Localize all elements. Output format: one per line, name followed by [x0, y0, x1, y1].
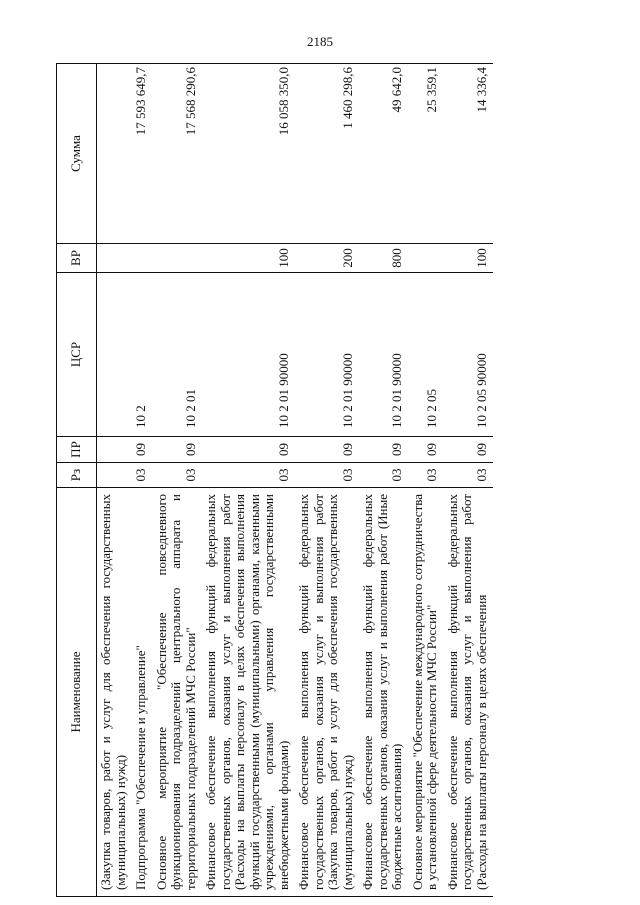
table-row — [409, 64, 444, 897]
cell-vr: 800 — [359, 244, 409, 273]
cell-pr: 09 — [444, 437, 494, 463]
cell-name: Финансовое обеспечение выполнения функций федеральных государственных органов, оказания услуг и выполнения работ (Иные бюджетные ассигнования) — [359, 488, 409, 897]
cell-name: Подпрограмма "Обеспечение и управление" — [132, 488, 153, 897]
cell-csr — [97, 273, 133, 437]
cell-csr: 10 2 01 — [153, 273, 203, 437]
header-rz: Рз — [57, 463, 97, 488]
table-row — [444, 64, 494, 897]
cell-rz: 03 — [359, 463, 409, 488]
cell-name: (Закупка товаров, работ и услуг для обеспечения государственных (муниципальных) нужд) — [97, 488, 133, 897]
cell-vr: 200 — [295, 244, 359, 273]
cell-pr: 09 — [409, 437, 444, 463]
cell-sum — [97, 64, 133, 244]
header-pr: ПР — [57, 437, 97, 463]
cell-csr: 10 2 05 — [409, 273, 444, 437]
cell-rz: 03 — [202, 463, 295, 488]
cell-csr: 10 2 01 90000 — [295, 273, 359, 437]
budget-table — [56, 63, 493, 897]
cell-pr: 09 — [153, 437, 203, 463]
table-row — [295, 64, 359, 897]
cell-sum: 49 642,0 — [359, 64, 409, 244]
cell-name: Финансовое обеспечение выполнения функций федеральных государственных органов, оказания услуг и выполнения работ (Расходы на выплаты персоналу в целях обеспечения — [444, 488, 494, 897]
header-sum: Сумма — [57, 64, 97, 244]
rotated-table-container — [56, 64, 614, 897]
cell-csr: 10 2 — [132, 273, 153, 437]
cell-rz: 03 — [409, 463, 444, 488]
cell-sum: 17 593 649,7 — [132, 64, 153, 244]
cell-csr: 10 2 05 90000 — [444, 273, 494, 437]
table-row — [359, 64, 409, 897]
cell-name: Основное мероприятие "Обеспечение международного сотрудничества в установленной сфере деятельности МЧС России" — [409, 488, 444, 897]
cell-pr — [97, 437, 133, 463]
cell-vr — [409, 244, 444, 273]
table-row — [132, 64, 153, 897]
table-row — [153, 64, 203, 897]
cell-sum: 14 336,4 — [444, 64, 494, 244]
cell-csr: 10 2 01 90000 — [359, 273, 409, 437]
cell-name: Финансовое обеспечение выполнения функций федеральных государственных органов, оказания услуг и выполнения работ (Закупка товаров, работ и услуг для обеспечения государственных (муниципальных) нужд) — [295, 488, 359, 897]
cell-vr: 100 — [444, 244, 494, 273]
cell-sum: 16 058 350,0 — [202, 64, 295, 244]
cell-vr — [97, 244, 133, 273]
cell-sum: 17 568 290,6 — [153, 64, 203, 244]
header-csr: ЦСР — [57, 273, 97, 437]
header-name: Наименование — [57, 488, 97, 897]
cell-csr: 10 2 01 90000 — [202, 273, 295, 437]
cell-pr: 09 — [132, 437, 153, 463]
table-row — [202, 64, 295, 897]
cell-name: Финансовое обеспечение выполнения функций федеральных государственных органов, оказания услуг и выполнения работ (Расходы на выплаты персоналу в целях обеспечения выполнения функций государственными (муниципальными) органами, казенными учреждениями, органами управления государственными внебюджетными фондами) — [202, 488, 295, 897]
cell-rz: 03 — [444, 463, 494, 488]
cell-vr — [132, 244, 153, 273]
cell-pr: 09 — [359, 437, 409, 463]
cell-sum: 1 460 298,6 — [295, 64, 359, 244]
cell-sum: 25 359,1 — [409, 64, 444, 244]
cell-pr: 09 — [202, 437, 295, 463]
cell-vr — [153, 244, 203, 273]
cell-name: Основное мероприятие "Обеспечение повседневного функционирования подразделений центрального аппарата и территориальных подразделений МЧС России" — [153, 488, 203, 897]
cell-rz: 03 — [153, 463, 203, 488]
cell-rz: 03 — [295, 463, 359, 488]
page-number: 2185 — [307, 34, 333, 49]
header-vr: ВР — [57, 244, 97, 273]
cell-rz — [97, 463, 133, 488]
cell-rz: 03 — [132, 463, 153, 488]
cell-pr: 09 — [295, 437, 359, 463]
cell-vr: 100 — [202, 244, 295, 273]
table-header-row — [57, 64, 97, 897]
table-row — [97, 64, 133, 897]
